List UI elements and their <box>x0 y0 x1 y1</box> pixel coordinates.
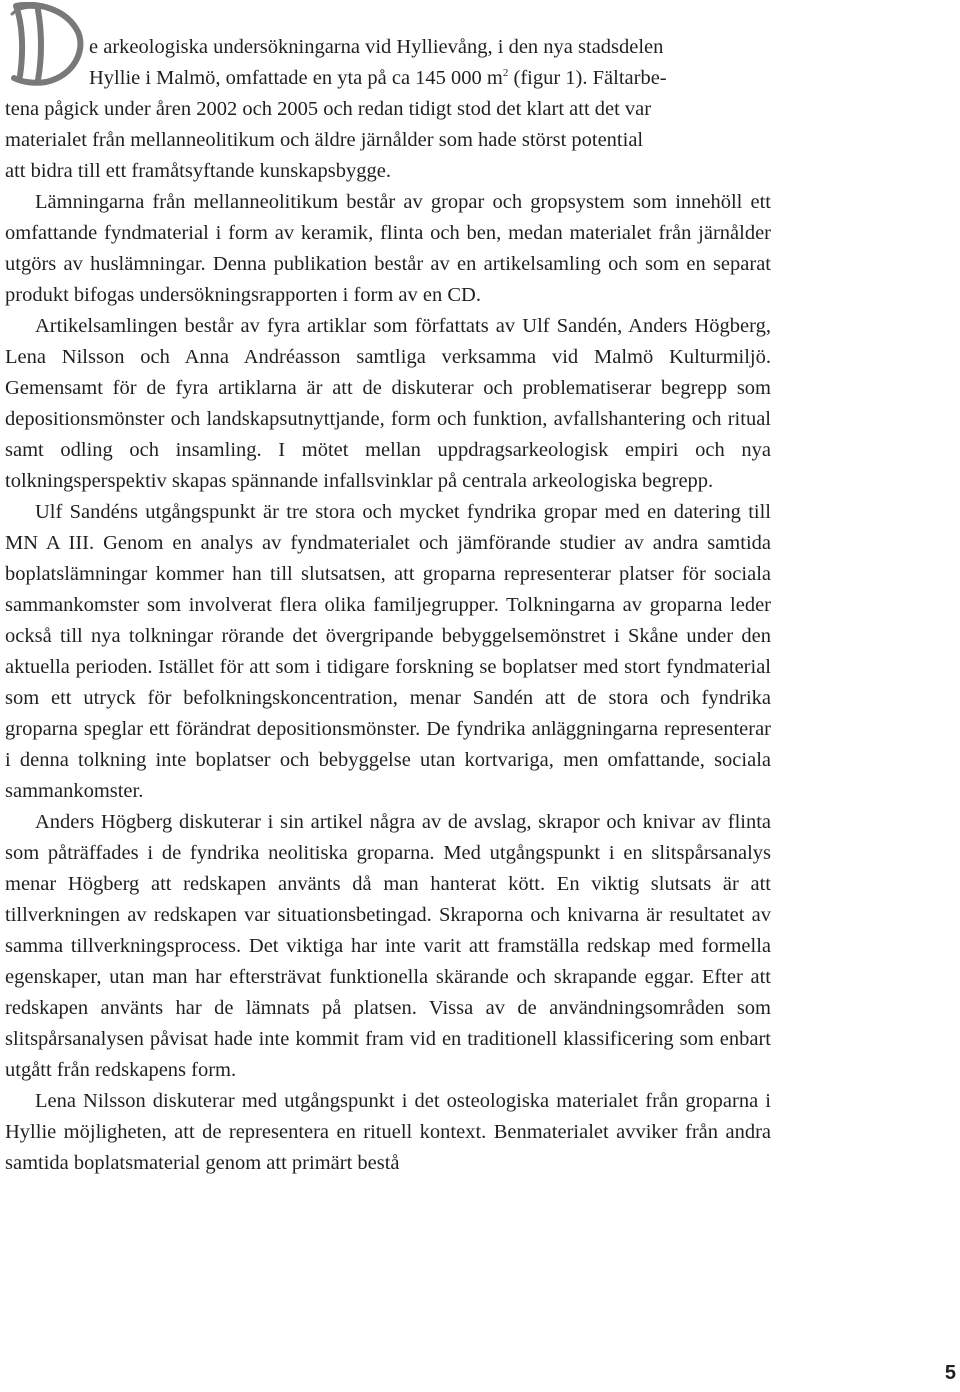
document-body <box>5 32 771 1179</box>
intro-line-2-text: Hyllie i Malmö, omfattade en yta på ca 145 000 m <box>89 67 503 89</box>
intro-line-1: e arkeologiska undersökningarna vid Hyllievång, i den nya stadsdelen <box>89 36 664 58</box>
paragraph-ulf-sanden: Ulf Sandéns utgångspunkt är tre stora och mycket fyndrika gropar med en datering till MN A III. Genom en analys av fyndmaterialet och jämförande studier av andra samtida boplatslämningar kommer han till slutsatsen, att groparna representerar platser för sociala sammankomster som involverat flera olika familjegrupper. Tolkningarna av groparna leder också till nya tolkningar rörande det övergripande bebyggelsemönstret i Skåne under den aktuella perioden. Istället för att som i tidigare forskning se boplatser med stort fyndmaterial som ett utryck för befolkningskoncentration, menar Sandén att de stora och fyndrika groparna speglar ett förändrat depositionsmönster. De fyndrika anläggningarna representerar i denna tolkning inte boplatser och bebyggelse utan kortvariga, men omfattande, sociala sammankomster. <box>5 501 771 802</box>
intro-line-2-tail: (figur 1). Fältarbe- <box>513 67 667 89</box>
paragraph-intro <box>5 32 771 187</box>
page-number: 5 <box>944 1362 956 1384</box>
paragraph-lamningarna: Lämningarna från mellanneolitikum består av gropar och gropsystem som innehöll ett omfattande fyndmaterial i form av keramik, flinta och ben, medan materialet från järnålder utgörs av huslämningar. Denna publikation består av en artikelsamling och som en separat produkt bifogas undersökningsrapporten i form av en CD. <box>5 191 771 306</box>
paragraph-artikelsamlingen: Artikelsamlingen består av fyra artiklar som författats av Ulf Sandén, Anders Högberg, Lena Nilsson och Anna Andréasson samtliga verksamma vid Malmö Kulturmiljö. Gemensamt för de fyra artiklarna är att de diskuterar och problematiserar begrepp som depositionsmönster och landskapsutnyttjande, form och funktion, avfallshantering och ritual samt odling och insamling. I mötet mellan uppdragsarkeologisk empiri och nya tolkningsperspektiv skapas spännande infallsvinklar på centrala arkeologiska begrepp. <box>5 315 771 492</box>
intro-line-2 <box>89 63 771 94</box>
intro-line-3: tena pågick under åren 2002 och 2005 och redan tidigt stod det klart att det var <box>5 98 652 120</box>
superscript-2: 2 <box>502 67 509 79</box>
intro-line-5: att bidra till ett framåtsyftande kunskapsbygge. <box>5 160 391 182</box>
paragraph-lena-nilsson: Lena Nilsson diskuterar med utgångspunkt i det osteologiska materialet från groparna i Hyllie möjligheten, att de representera en rituell kontext. Benmaterialet avviker från andra samtida boplatsmaterial genom att primärt bestå <box>5 1090 771 1174</box>
paragraph-anders-hogberg: Anders Högberg diskuterar i sin artikel några av de avslag, skrapor och knivar av flinta som påträffades i de fyndrika neolitiska groparna. Med utgångspunkt i en slitspårsanalys menar Högberg att redskapen använts då man hanterat kött. En viktig slutsats är att tillverkningen av redskapen var situationsbetingad. Skraporna och knivarna är resultatet av samma tillverkningsprocess. Det viktiga har inte varit att framställa redskap med formella egenskaper, utan man har eftersträvat funktionella skärande och skrapande eggar. Efter att redskapen använts har de lämnats på platsen. Vissa av de användningsområden som slitspårsanalysen påvisat hade inte kommit fram vid en traditionell klassificering som enbart utgått från redskapens form. <box>5 811 771 1081</box>
intro-line-4: materialet från mellanneolitikum och äldre järnålder som hade störst potential <box>5 129 644 151</box>
